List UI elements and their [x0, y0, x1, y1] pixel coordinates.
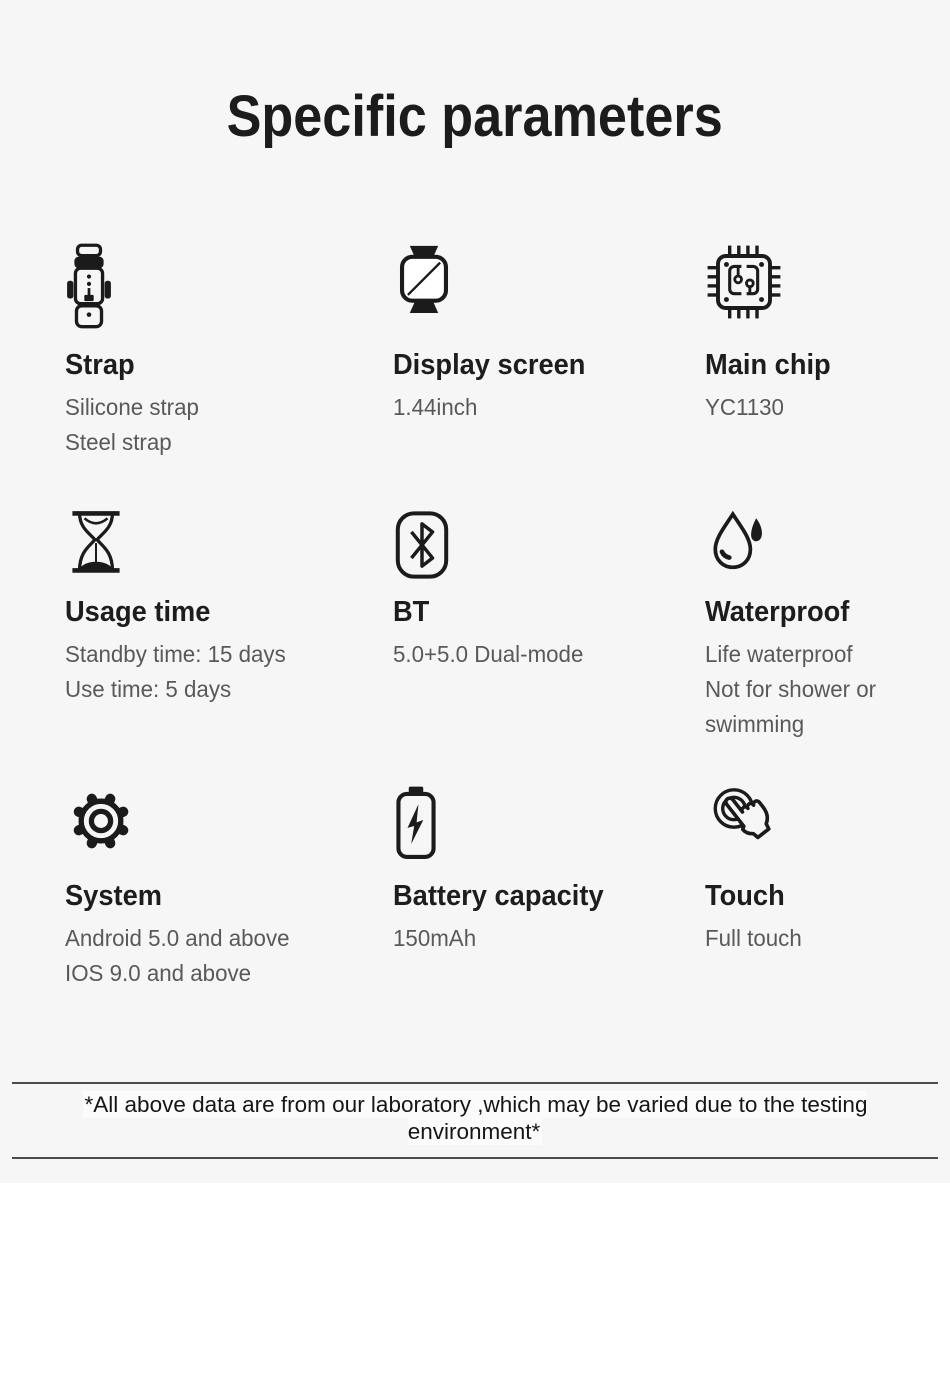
- spec-label: Touch: [705, 880, 785, 912]
- bottom-whitespace: [0, 1183, 950, 1381]
- spec-label: BT: [393, 596, 430, 628]
- spec-values: 150mAh: [393, 925, 477, 951]
- spec-values: 1.44inch: [393, 394, 478, 420]
- spec-values: YC1130: [705, 394, 784, 420]
- spec-label: Waterproof: [705, 596, 850, 628]
- bluetooth-icon: [393, 509, 451, 594]
- hourglass-icon: [65, 509, 127, 594]
- touch-icon: [705, 785, 787, 878]
- page-title: Specific parameters: [226, 84, 724, 149]
- spec-values: Silicone strap Steel strap: [65, 394, 199, 455]
- footer-disclaimer: [12, 1082, 938, 1159]
- spec-values: Android 5.0 and above IOS 9.0 and above: [65, 925, 290, 986]
- main-chip-icon: [705, 243, 783, 347]
- spec-values: Full touch: [705, 925, 802, 951]
- spec-values: Standby time: 15 days Use time: 5 days: [65, 641, 286, 702]
- spec-values: Life waterproof Not for shower or swimming: [705, 641, 877, 737]
- gear-icon: [65, 785, 137, 878]
- spec-card-system: [65, 785, 393, 991]
- watch-screen-icon: [393, 243, 455, 347]
- spec-label: Display screen: [393, 349, 586, 381]
- spec-label: Main chip: [705, 349, 831, 381]
- spec-label: Strap: [65, 349, 135, 381]
- battery-icon: [393, 785, 439, 878]
- spec-card-display-screen: [393, 243, 705, 509]
- spec-card-battery: [393, 785, 705, 991]
- spec-card-main-chip: [705, 243, 930, 509]
- spec-card-usage-time: [65, 509, 393, 785]
- footer-note: *All above data are from our laboratory ,which may be varied due to the testing environment*: [84, 1092, 868, 1144]
- spec-label: Usage time: [65, 596, 211, 628]
- spec-card-bt: [393, 509, 705, 785]
- spec-card-strap: [65, 243, 393, 509]
- spec-label: Battery capacity: [393, 880, 604, 912]
- spec-values: 5.0+5.0 Dual-mode: [393, 641, 584, 667]
- spec-label: System: [65, 880, 162, 912]
- watch-strap-icon: [65, 243, 113, 347]
- waterdrop-icon: [705, 509, 771, 594]
- spec-grid: [0, 243, 950, 991]
- spec-card-touch: [705, 785, 930, 991]
- spec-card-waterproof: [705, 509, 930, 785]
